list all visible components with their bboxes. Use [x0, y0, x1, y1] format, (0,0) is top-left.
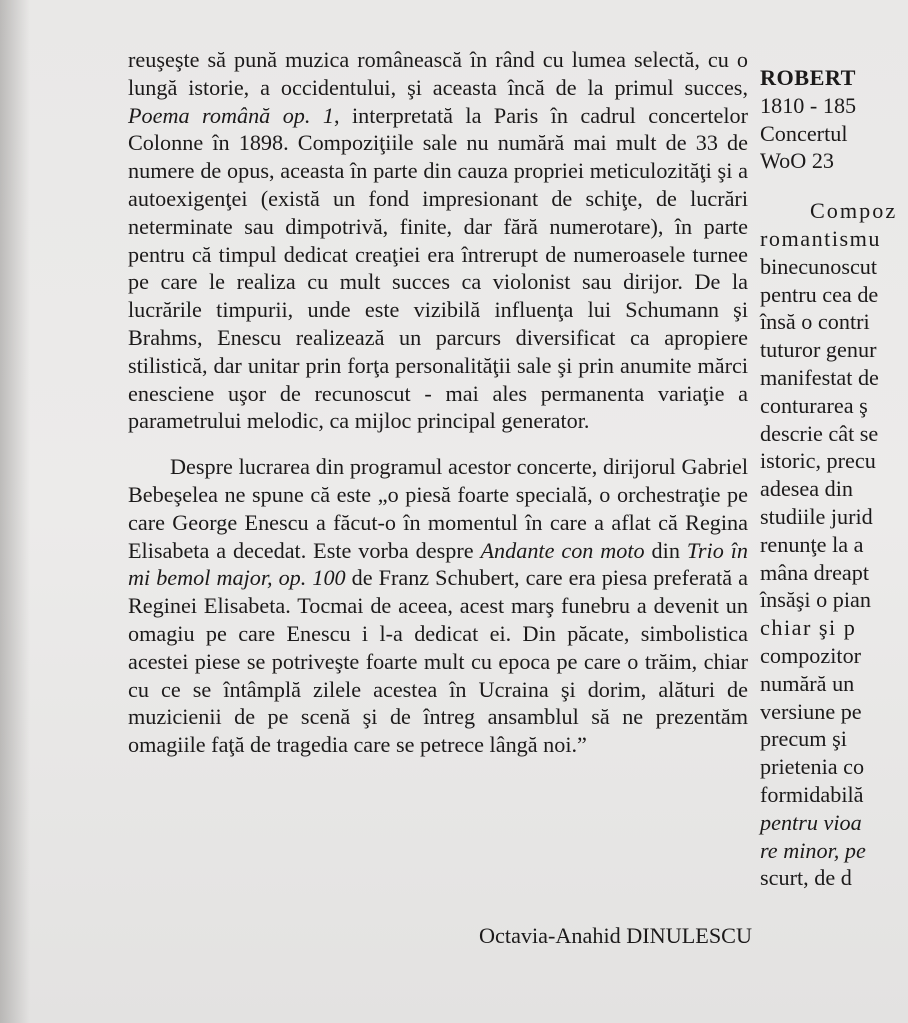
right-line: formidabilă [760, 781, 864, 807]
right-line: numără un [760, 670, 855, 696]
p2-text-b: din [644, 537, 687, 563]
right-line: prietenia co [760, 754, 865, 780]
right-line: mâna dreapt [760, 559, 870, 585]
right-line: scurt, de d [760, 865, 852, 891]
right-line: însăşi o pian [760, 587, 871, 613]
right-line: pentru cea de [760, 281, 879, 307]
right-text-column [760, 64, 908, 892]
right-line: compozitor [760, 642, 862, 668]
p2-work-title-trio: Trio în mi bemol major, op. 100 [128, 537, 748, 591]
right-line-italic: pentru vioa [760, 809, 862, 835]
right-line: romantismu [760, 225, 881, 251]
right-line: binecunoscut [760, 253, 878, 279]
right-line: însă o contri [760, 309, 870, 335]
right-line: descrie cât se [760, 420, 879, 446]
composer-years: 1810 - 185 [760, 92, 857, 118]
right-line: conturarea ş [760, 392, 868, 418]
work-title-line: Concertul [760, 120, 848, 146]
right-line: studiile jurid [760, 503, 873, 529]
p2-text-a: Despre lucrarea din programul acestor concerte, dirijorul Gabriel Bebeşelea ne spune că este „o piesă foarte specială, o orchestraţie pe care George Enescu a făcut-o în momentul în care a aflat că Regina Elisabeta a decedat. Este vorba despre [128, 454, 748, 563]
right-line: renunţe la a [760, 531, 864, 557]
paragraph-program-work [128, 453, 748, 759]
right-line: chiar şi p [760, 615, 857, 641]
paragraph-enescu-career [128, 46, 748, 435]
p1-work-title: Poema română op. 1 [128, 102, 334, 128]
p2-text-c: de Franz Schubert, care era piesa preferată a Reginei Elisabeta. Tocmai de aceea, acest marş funebru a devenit un omagiu pe care Enescu i l-a dedicat ei. Din păcate, simbolistica acestei piese se potriveşte foarte mult cu epoca pe care o trăim, chiar cu ce se întâmplă zilele acestea în Ucraina şi dorim, alături de muzicienii de pe scenă şi de întreg ansamblul să ne prezentăm omagiile faţă de tragedia care se petrece lângă noi.” [128, 565, 748, 758]
right-line: adesea din [760, 476, 854, 502]
page-gutter-shadow [0, 0, 30, 1023]
p1-text-a: reuşeşte să pună muzica românească în rând cu lumea selectă, cu o lungă istorie, a occidentului, şi aceasta încă de la primul succes, [128, 47, 748, 100]
composer-heading: ROBERT [760, 65, 856, 90]
author-signature: Octavia-Anahid DINULESCU [479, 923, 752, 948]
right-line-italic: re minor, pe [760, 837, 866, 863]
right-line: Compoz [810, 198, 898, 224]
left-text-column [128, 46, 748, 759]
p2-work-title-andante: Andante con moto [480, 537, 645, 563]
right-paragraph [760, 197, 908, 892]
right-line: tuturor genur [760, 337, 877, 363]
work-catalog-number: WoO 23 [760, 148, 835, 174]
right-line: precum şi [760, 726, 847, 752]
right-line: versiune pe [760, 698, 862, 724]
right-line: istoric, precu [760, 448, 876, 474]
right-line: manifestat de [760, 364, 879, 390]
p1-text-b: , interpretată la Paris în cadrul concertelor Colonne în 1898. Compoziţiile sale nu numără mai mult de 33 de numere de opus, aceasta în parte din cauza propriei meticulozităţi şi a autoexigenţei (există un fond impresionant de schiţe, de lucrări neterminate sau dimpotrivă, finite, dar fără numerotare), în parte pentru că timpul dedicat creaţiei era întrerupt de numeroasele turnee pe care le realiza cu mult succes ca violonist sau dirijor. De la lucrările timpurii, unde este vizibilă influenţa lui Schumann şi Brahms, Enescu realizează un parcurs diversificat ca apropiere stilistică, dar unitar prin forţa personalităţii sale şi prin anumite mărci enesciene uşor de recunoscut - mai ales permanenta variaţie a parametrului melodic, ca mijloc principal generator. [128, 102, 749, 434]
